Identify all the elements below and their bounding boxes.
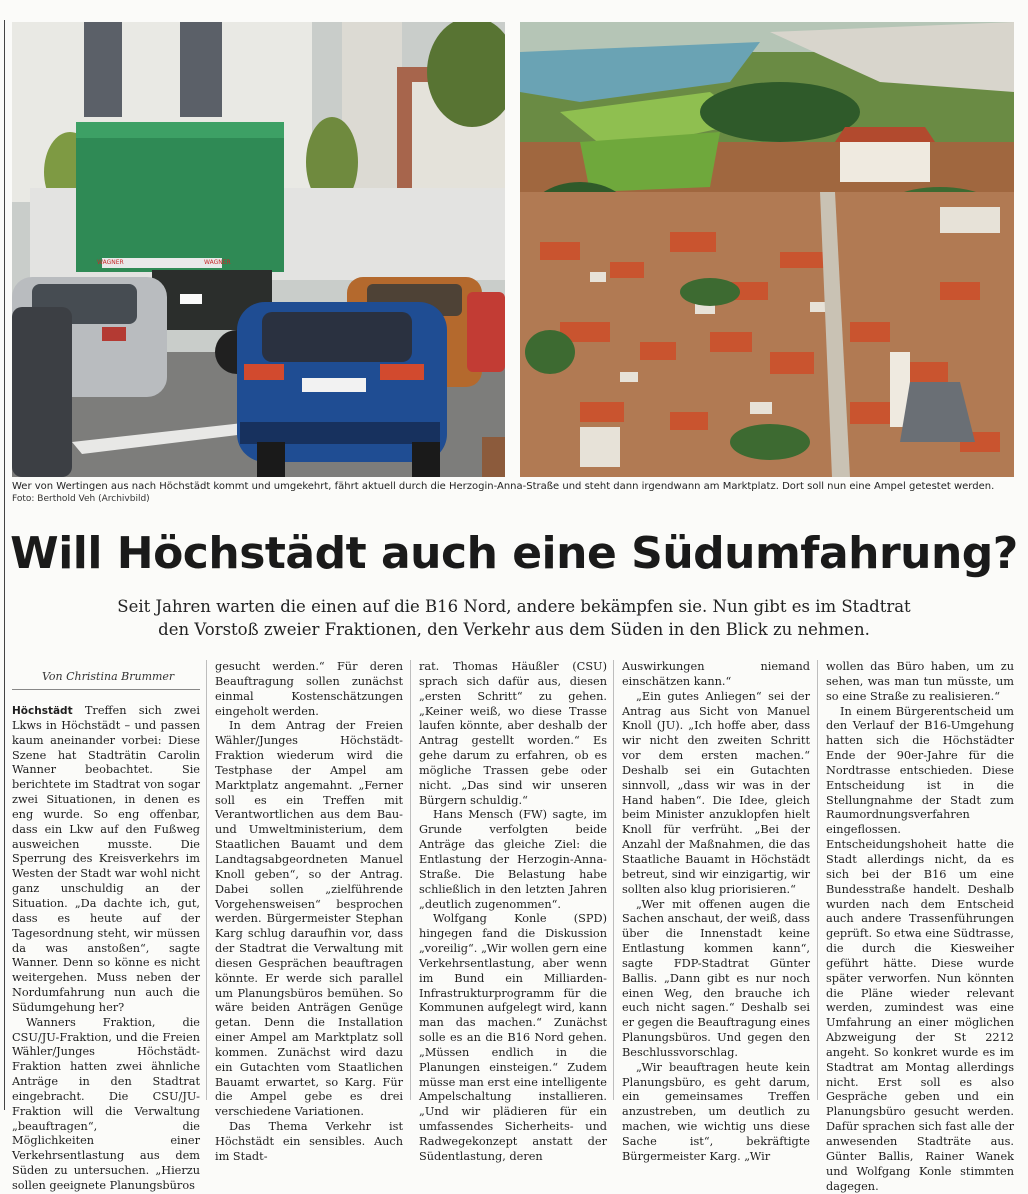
column-rule bbox=[206, 660, 207, 1100]
article-column-3 bbox=[419, 660, 607, 1165]
paragraph: Das Thema Verkehr ist Höchstädt ein sensibles. Auch im Stadt- bbox=[215, 1120, 403, 1163]
byline: Von Christina Brummer bbox=[12, 670, 200, 690]
caption-text: Wer von Wertingen aus nach Höchstädt kommt und umgekehrt, fährt aktuell durch die Herzogin-Anna-Straße und steht dann irgendwann am Marktplatz. Dort soll nun eine Ampel getestet werden. bbox=[12, 481, 995, 492]
paragraph: Wolfgang Konle (SPD) hingegen fand die Diskussion „voreilig“. „Wir wollen gern eine Verkehrsentlastung, aber wenn im Bund ein Milliarden-Infrastrukturprogramm für die Kommunen aufgelegt wird, kann man das machen.“ Zunächst solle es an die B16 Nord gehen. „Müssen endlich in die Planungen einsteigen.“ Zudem müsse man erst eine intelligente Ampelschaltung installieren. „Und wir plädieren für ein umfassendes Sicherheits- und Radwegekonzept anstatt der Südentlastung, deren bbox=[419, 912, 607, 1163]
paragraph: Auswirkungen niemand einschätzen kann.“ bbox=[622, 660, 810, 688]
photo-aerial-town bbox=[520, 22, 1014, 477]
photo-caption bbox=[12, 480, 1017, 506]
column-rule bbox=[410, 660, 411, 1100]
paragraph: rat. Thomas Häußler (CSU) sprach sich dafür aus, diesen „ersten Schritt“ zu gehen. „Keiner weiß, wo diese Trasse laufen könnte, aber deshalb der Antrag gestellt worden.“ Es gehe darum zu erfahren, ob es mögliche Trassen gebe oder nicht. „Das sind wir unseren Bürgern schuldig.“ bbox=[419, 660, 607, 807]
truck-plate-text: WAGNER bbox=[97, 259, 124, 266]
column-rule bbox=[613, 660, 614, 1100]
photo-credit: Foto: Berthold Veh (Archivbild) bbox=[12, 494, 150, 504]
article-subhead bbox=[90, 595, 938, 641]
paragraph: „Ein gutes Anliegen“ sei der Antrag aus Sicht von Manuel Knoll (JU). „Ich hoffe aber, dass wir nicht den zweiten Schritt vor dem ersten machen.“ Deshalb sei ein Gutachten sinnvoll, „dass wir was in der Hand haben“. Die Idee, gleich beim Minister anzuklopfen hielt Knoll für verfrüht. „Bei der Anzahl der Maßnahmen, die das Staatliche Bauamt in Höchstädt betreut, sind wir einzigartig, wir sollten also klug priorisieren.“ bbox=[622, 689, 810, 896]
paragraph: In dem Antrag der Freien Wähler/Junges Höchstädt-Fraktion wiederum wird die Testphase der Ampel am Marktplatz angemahnt. „Ferner soll es ein Treffen mit Verantwortlichen aus dem Bau- und Umweltministerium, dem Staatlichen Bauamt und dem Landtagsabgeordneten Manuel Knoll geben“, so der Antrag. Dabei sollen „zielführende Vorgehensweisen“ besprochen werden. Bürgermeister Stephan Karg schlug daraufhin vor, dass der Stadtrat die Verwaltung mit diesen Gesprächen beauftragen könnte. Er werde sich parallel um Planungsbüros bemühen. So wäre beiden Anträgen Genüge getan. Denn die Installation einer Ampel am Marktplatz soll kommen. Zunächst wird dazu ein Gutachten vom Staatlichen Bauamt erwartet, so Karg. Für die Ampel gebe es drei verschiedene Variationen. bbox=[215, 719, 403, 1119]
article-column-5 bbox=[826, 660, 1014, 1194]
column-rule bbox=[817, 660, 818, 1100]
paragraph: wollen das Büro haben, um zu sehen, was man tun müsste, um so eine Straße zu realisieren.“ bbox=[826, 660, 1014, 703]
dateline: Höchstädt bbox=[12, 705, 73, 717]
truck-plate-text-2: WAGNER bbox=[204, 259, 231, 266]
paragraph: In einem Bürgerentscheid um den Verlauf der B16-Umgehung hatten sich die Höchstädter Ende der 90er-Jahre für die Nordtrasse entschieden. Diese Entscheidung ist in die Stellungnahme der Stadt zum Raumordnungsverfahren eingeflossen. Entscheidungshoheit hatte die Stadt allerdings nicht, da es sich bei der B16 um eine Bundesstraße handelt. Deshalb wurden nach dem Entscheid auch andere Trassenführungen geprüft. So etwa eine Südtrasse, die durch die Kiesweiher geführt hätte. Diese wurde später verworfen. Nun könnten die Pläne wieder relevant werden, zumindest was eine Umfahrung an einer möglichen Abzweigung der St 2212 angeht. So konkret wurde es im Stadtrat am Montag allerdings nicht. Erst soll es also Gespräche geben und ein Planungsbüro gesucht werden. Dafür sprachen sich fast alle der anwesenden Stadträte aus. Günter Ballis, Rainer Wanek und Wolfgang Konle stimmten dagegen. bbox=[826, 704, 1014, 1193]
subhead-line-2: den Vorstoß zweier Fraktionen, den Verkehr aus dem Süden in den Blick zu nehmen. bbox=[158, 620, 870, 639]
article-column-4 bbox=[622, 660, 810, 1165]
article-headline: Will Höchstädt auch eine Südumfahrung? bbox=[10, 528, 1018, 579]
article-column-1 bbox=[12, 704, 200, 1192]
paragraph-text: Treffen sich zwei Lkws in Höchstädt – und passen kaum aneinander vorbei: Diese Szene hat Stadträtin Carolin Wanner beobachtet. Sie berichtete im Stadtrat von sogar zwei Situationen, in denen es eng wurde. So eng offenbar, dass ein Lkw auf den Fußweg ausweichen musste. Die Sperrung des Kreisverkehrs im Westen der Stadt war wohl nicht ganz unschuldig an der Situation. „Da dachte ich, gut, dass es heute auf der Tagesordnung steht, wir müssen da was anstoßen“, sagte Wanner. Denn so könne es nicht weitergehen. Muss neben der Nordumfahrung nun auch die Südumgehung her? bbox=[12, 704, 200, 1014]
paragraph: Wanners Fraktion, die CSU/JU-Fraktion, und die Freien Wähler/Junges Höchstädt-Fraktion hatten zwei ähnliche Anträge in den Stadtrat eingebracht. Die CSU/JU-Fraktion will die Verwaltung „beauftragen“, die Möglichkeiten einer Verkehrsentlastung aus dem Süden zu untersuchen. „Hierzu sollen geeignete Planungsbüros bbox=[12, 1015, 200, 1192]
paragraph: „Wer mit offenen augen die Sachen anschaut, der weiß, dass über die Innenstadt keine Entlastung kommen kann“, sagte FDP-Stadtrat Günter Ballis. „Dann gibt es nur noch einen Weg, den brauche ich euch nicht sagen.“ Deshalb sei er gegen die Beauftragung eines Planungsbüros. Und gegen den Beschlussvorschlag. bbox=[622, 897, 811, 1059]
paragraph: „Wir beauftragen heute kein Planungsbüro, es geht darum, ein gemeinsames Treffen anzustreben, um deutlich zu machen, wie wichtig uns diese Sache ist“, bekräftigte Bürgermeister Karg. „Wir bbox=[622, 1060, 810, 1163]
paragraph bbox=[12, 704, 200, 1016]
article-column-2 bbox=[215, 660, 403, 1165]
subhead-line-1: Seit Jahren warten die einen auf die B16 Nord, andere bekämpfen sie. Nun gibt es im Stadtrat bbox=[117, 597, 911, 616]
paragraph: gesucht werden.“ Für deren Beauftragung sollen zunächst einmal Kostenschätzungen eingeholt werden. bbox=[215, 660, 403, 718]
paragraph: Hans Mensch (FW) sagte, im Grunde verfolgten beide Anträge das gleiche Ziel: die Entlastung der Herzogin-Anna-Straße. Die Belastung habe schließlich in den letzten Jahren „deutlich zugenommen“. bbox=[419, 808, 607, 911]
photo-traffic-street bbox=[12, 22, 505, 477]
